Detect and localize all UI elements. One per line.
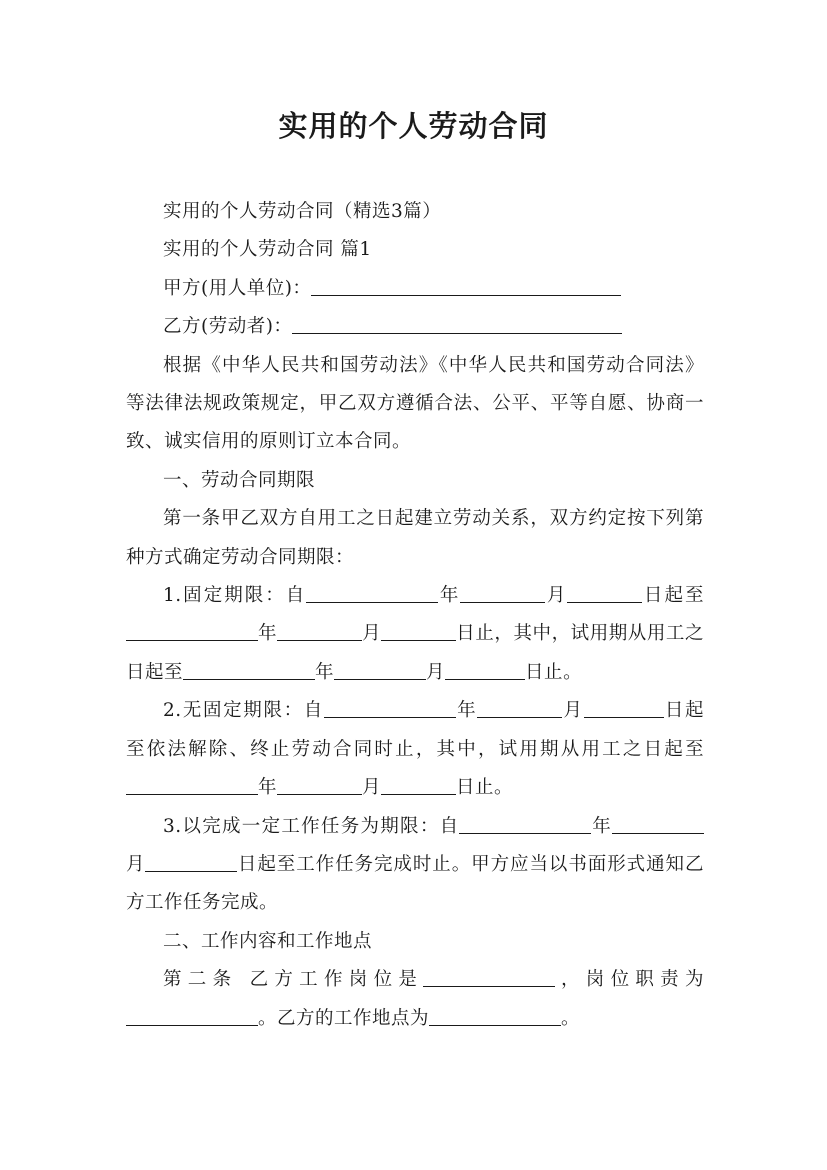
fixed-end-day-blank <box>381 623 456 642</box>
month-label: 月 <box>545 585 568 607</box>
section-1-heading: 一、劳动合同期限 <box>163 469 316 491</box>
fixed-start-year-blank <box>306 585 438 604</box>
probation-text: ，其中，试用期从用工之日起至 <box>126 623 704 683</box>
year-label: 年 <box>315 661 335 683</box>
task-start-day-blank <box>145 853 237 872</box>
day-from-to-text: 日起至 <box>126 700 704 760</box>
open-probation-year-blank <box>126 777 258 796</box>
party-a-line <box>126 270 704 308</box>
period-text: 。 <box>563 661 583 683</box>
open-start-month-blank <box>477 700 562 719</box>
party-b-label: 乙方(劳动者)： <box>163 316 293 338</box>
month-label: 月 <box>562 700 584 722</box>
open-middle-text: 依法解除、终止劳动合同时止，其中，试用期从用工之日起至 <box>146 738 704 760</box>
article-1-text-a: 第一条甲乙双方自用工之日起建立劳动关系，双方约定按下列第 <box>163 508 704 530</box>
fixed-term-paragraph <box>126 577 704 692</box>
section-2-heading: 二、工作内容和工作地点 <box>163 930 373 952</box>
party-a-blank <box>311 277 621 296</box>
open-start-year-blank <box>324 700 456 719</box>
chapter-heading: 实用的个人劳动合同 篇1 <box>163 239 372 261</box>
article-1-text-b: 种方式确定劳动合同期限： <box>126 546 355 568</box>
year-label: 年 <box>258 777 278 799</box>
document-title: 实用的个人劳动合同 <box>278 109 549 143</box>
open-probation-day-blank <box>381 777 456 796</box>
open-start-day-blank <box>584 700 664 719</box>
subtitle-line: 实用的个人劳动合同（精选3篇） <box>163 201 442 222</box>
year-label: 年 <box>591 815 612 837</box>
probation-month-blank <box>334 661 426 680</box>
year-label: 年 <box>258 623 278 645</box>
fixed-term-label: 1.固定期限：自 <box>163 585 307 607</box>
month-label: 月 <box>426 661 446 683</box>
job-position-blank <box>423 969 555 988</box>
open-probation-month-blank <box>277 777 362 796</box>
article-2-text-a: 第二条 乙方工作岗位是 <box>163 969 424 991</box>
day-label: 日 <box>642 585 665 607</box>
fixed-end-month-blank <box>277 623 362 642</box>
month-label: 月 <box>362 623 382 645</box>
job-duties-blank <box>126 1007 258 1026</box>
article-2-text-b: ，岗位职责为 <box>555 969 704 991</box>
work-location-blank <box>429 1007 561 1026</box>
day-label: 日 <box>237 853 258 875</box>
month-label: 月 <box>362 777 382 799</box>
year-label: 年 <box>455 700 478 722</box>
day-until-text: 日止 <box>456 623 495 645</box>
preamble-paragraph: 根据《中华人民共和国劳动法》《中华人民共和国劳动合同法》等法律法规政策规定，甲乙双方遵循合法、公平、平等自愿、协商一致、诚实信用的原则订立本合同。 <box>126 354 704 453</box>
fixed-end-year-blank <box>126 623 258 642</box>
from-to-text: 起至 <box>664 585 704 607</box>
period-text: 。 <box>494 777 514 799</box>
year-label: 年 <box>438 585 461 607</box>
article-2-end: 。 <box>561 1007 581 1029</box>
task-start-month-blank <box>612 815 704 834</box>
article-2-paragraph <box>126 961 704 1038</box>
month-label: 月 <box>126 853 146 875</box>
task-term-paragraph <box>126 808 704 923</box>
task-start-year-blank <box>459 815 591 834</box>
party-a-label: 甲方(用人单位)： <box>163 277 312 299</box>
task-tail-text: 起至工作任务完成时止。甲方应当以书面形式通知乙方工作任务完成。 <box>126 853 704 914</box>
task-term-label: 3.以完成一定工作任务为期限：自 <box>163 815 460 837</box>
day-until-text: 日止 <box>525 661 564 683</box>
open-term-label: 2.无固定期限：自 <box>163 700 324 722</box>
fixed-start-month-blank <box>460 585 545 604</box>
party-b-line <box>126 308 704 346</box>
article-2-text-c: 。乙方的工作地点为 <box>258 1007 430 1029</box>
party-b-blank <box>292 316 622 335</box>
document-body <box>126 193 704 1038</box>
article-1-paragraph <box>126 500 704 577</box>
open-term-paragraph <box>126 692 704 807</box>
probation-day-blank <box>445 661 525 680</box>
day-until-text: 日止 <box>456 777 495 799</box>
fixed-start-day-blank <box>567 585 642 604</box>
probation-year-blank <box>183 661 315 680</box>
